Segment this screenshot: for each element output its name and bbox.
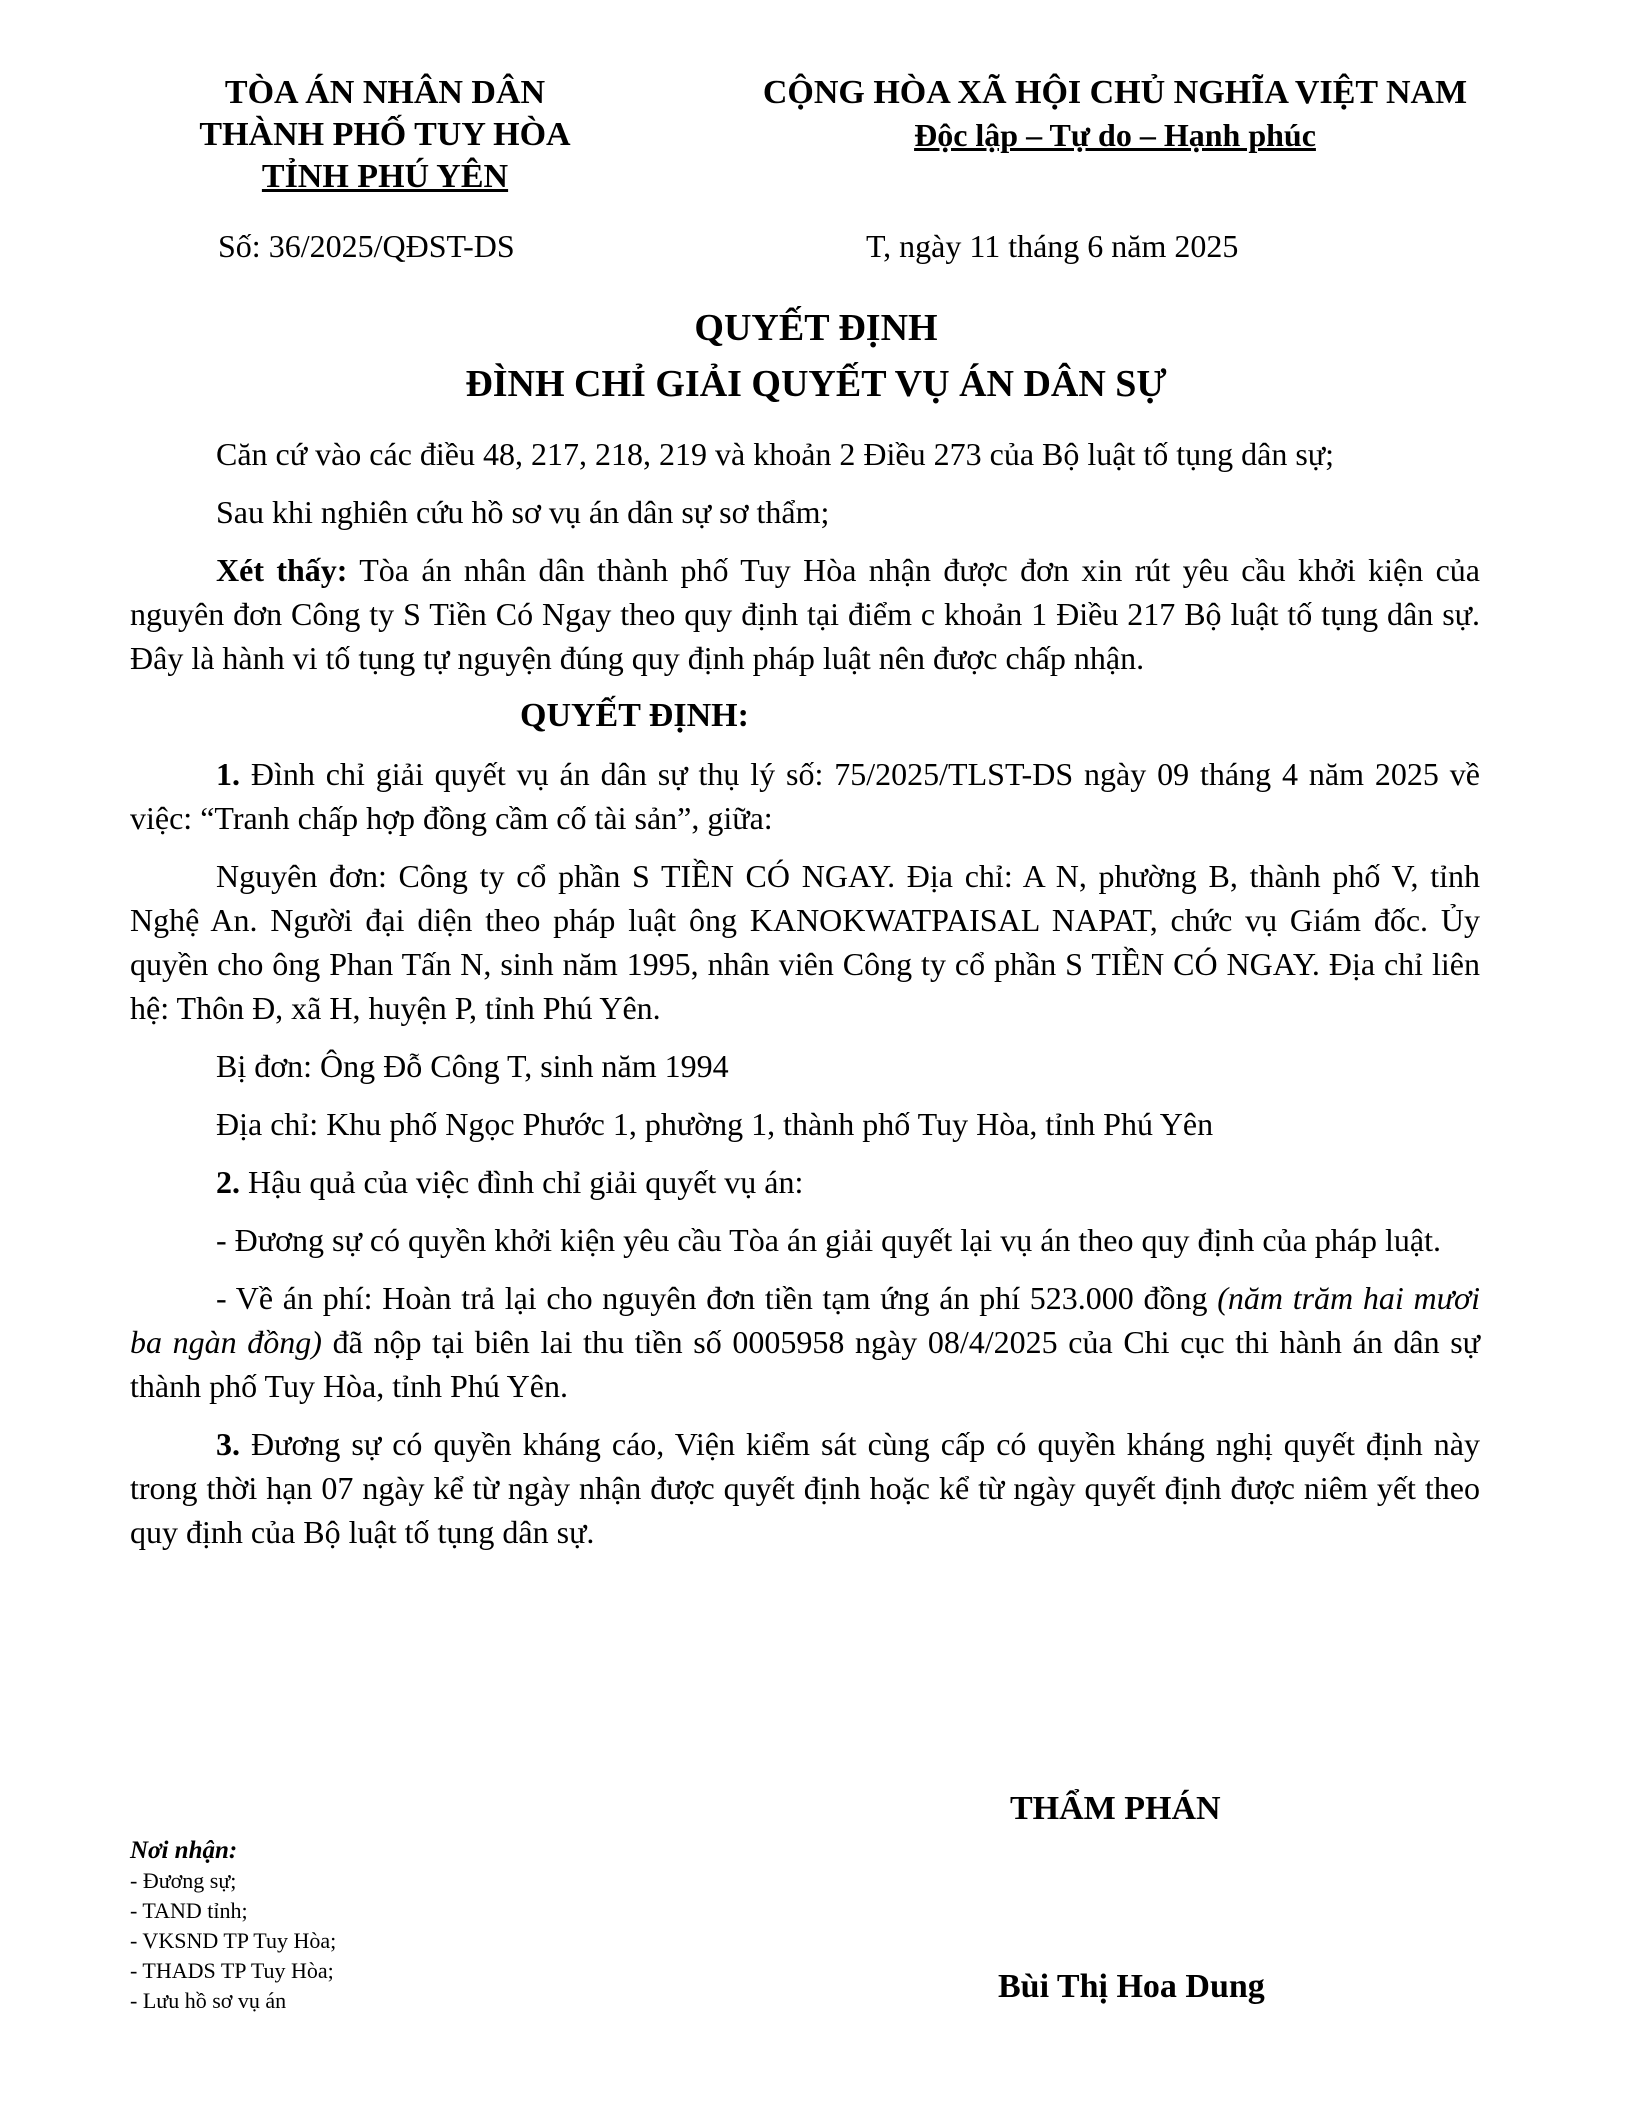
item-1 bbox=[130, 752, 1480, 840]
document-title: QUYẾT ĐỊNH bbox=[694, 307, 938, 349]
plaintiff-paragraph: Nguyên đơn: Công ty cổ phần S TIỀN CÓ NGAY. Địa chỉ: A N, phường B, thành phố V, tỉnh Nghệ An. Người đại diện theo pháp luật ông KANOKWATPAISAL NAPAT, chức vụ Giám đốc. Ủy quyền cho ông Phan Tấn N, sinh năm 1995, nhân viên Công ty cổ phần S TIỀN CÓ NGAY. Địa chỉ liên hệ: Thôn Đ, xã H, huyện P, tỉnh Phú Yên. bbox=[130, 858, 1480, 1026]
document-subtitle: ĐÌNH CHỈ GIẢI QUYẾT VỤ ÁN DÂN SỰ bbox=[465, 363, 1167, 405]
document-number: Số: 36/2025/QĐST-DS bbox=[218, 228, 515, 264]
recipients-list bbox=[130, 1836, 336, 2016]
item-2-number: 2. bbox=[216, 1164, 240, 1200]
nation-header bbox=[700, 72, 1530, 156]
findings-paragraph bbox=[130, 548, 1480, 680]
recipient-item: - THADS TP Tuy Hòa; bbox=[130, 1958, 334, 1983]
signature-name: Bùi Thị Hoa Dung bbox=[998, 1968, 1265, 2005]
defendant-paragraph: Bị đơn: Ông Đỗ Công T, sinh năm 1994 bbox=[216, 1048, 729, 1084]
court-header bbox=[150, 72, 620, 198]
document-body bbox=[130, 432, 1480, 1568]
recipient-item: - Lưu hồ sơ vụ án bbox=[130, 1988, 287, 2013]
item-2-text: Hậu quả của việc đình chỉ giải quyết vụ án: bbox=[240, 1164, 804, 1200]
court-name-line3: TỈNH PHÚ YÊN bbox=[261, 158, 509, 195]
signature-role: THẨM PHÁN bbox=[1010, 1790, 1221, 1827]
document-date: T, ngày 11 tháng 6 năm 2025 bbox=[866, 228, 1239, 264]
review-paragraph: Sau khi nghiên cứu hồ sơ vụ án dân sự sơ thẩm; bbox=[216, 494, 830, 530]
decision-heading: QUYẾT ĐỊNH: bbox=[520, 697, 749, 734]
item-1-text: Đình chỉ giải quyết vụ án dân sự thụ lý số: 75/2025/TLST-DS ngày 09 tháng 4 năm 2025 về việc: “Tranh chấp hợp đồng cầm cố tài sản”, giữa: bbox=[130, 756, 1480, 836]
court-name-line2: THÀNH PHỐ TUY HÒA bbox=[199, 116, 571, 153]
item-2-consequence-a: - Đương sự có quyền khởi kiện yêu cầu Tòa án giải quyết lại vụ án theo quy định của pháp luật. bbox=[216, 1222, 1441, 1258]
legal-basis-paragraph: Căn cứ vào các điều 48, 217, 218, 219 và khoản 2 Điều 273 của Bộ luật tố tụng dân sự; bbox=[216, 436, 1335, 472]
court-name-line1: TÒA ÁN NHÂN DÂN bbox=[224, 74, 546, 111]
findings-label: Xét thấy: bbox=[216, 552, 348, 588]
item-3 bbox=[130, 1422, 1480, 1554]
item-2 bbox=[130, 1160, 1480, 1204]
fee-text-post: đã nộp tại biên lai thu tiền số 0005958 ngày 08/4/2025 của Chi cục thi hành án dân sự thành phố Tuy Hòa, tỉnh Phú Yên. bbox=[130, 1324, 1481, 1404]
item-1-number: 1. bbox=[216, 756, 240, 792]
item-3-number: 3. bbox=[216, 1426, 240, 1462]
recipient-item: - VKSND TP Tuy Hòa; bbox=[130, 1928, 337, 1953]
item-2-consequence-b bbox=[130, 1276, 1480, 1408]
nation-motto: Độc lập – Tự do – Hạnh phúc bbox=[914, 117, 1316, 153]
defendant-address: Địa chỉ: Khu phố Ngọc Phước 1, phường 1, thành phố Tuy Hòa, tỉnh Phú Yên bbox=[216, 1106, 1214, 1142]
recipient-item: - Đương sự; bbox=[130, 1868, 237, 1893]
findings-text: Tòa án nhân dân thành phố Tuy Hòa nhận được đơn xin rút yêu cầu khởi kiện của nguyên đơn Công ty S Tiền Có Ngay theo quy định tại điểm c khoản 1 Điều 217 Bộ luật tố tụng dân sự. Đây là hành vi tố tụng tự nguyện đúng quy định pháp luật nên được chấp nhận. bbox=[130, 552, 1481, 676]
nation-name: CỘNG HÒA XÃ HỘI CHỦ NGHĨA VIỆT NAM bbox=[762, 74, 1468, 111]
recipients-heading: Nơi nhận: bbox=[130, 1837, 238, 1864]
item-3-text: Đương sự có quyền kháng cáo, Viện kiểm sát cùng cấp có quyền kháng nghị quyết định này trong thời hạn 07 ngày kể từ ngày nhận được quyết định hoặc kể từ ngày quyết định được niêm yết theo quy định của Bộ luật tố tụng dân sự. bbox=[130, 1426, 1480, 1550]
fee-text-words: (năm trăm hai mươi ba ngàn đồng) bbox=[130, 1280, 1481, 1360]
recipient-item: - TAND tỉnh; bbox=[130, 1898, 248, 1923]
fee-text-pre: - Về án phí: Hoàn trả lại cho nguyên đơn tiền tạm ứng án phí 523.000 đồng bbox=[216, 1280, 1218, 1316]
